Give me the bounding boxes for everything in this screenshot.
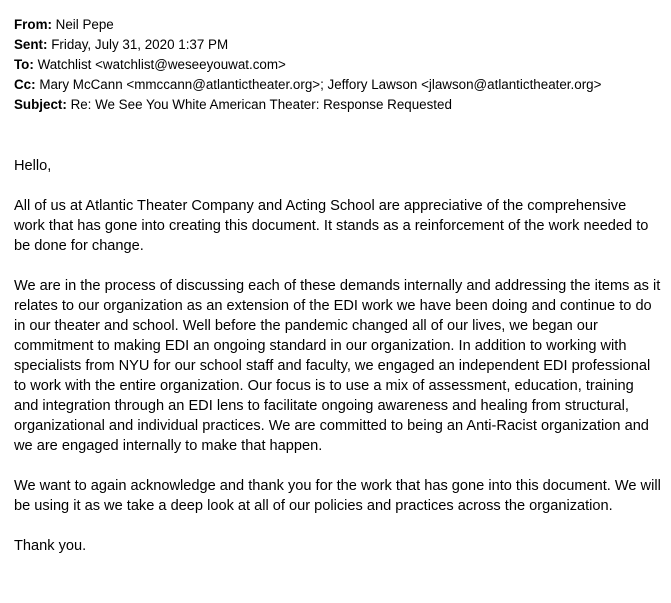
email-body [14, 156, 661, 556]
body-paragraph-2: We are in the process of discussing each of these demands internally and addressing the items as it relates to our organization as an extension of the EDI work we have been doing and continue to do in our theater and school. Well before the pandemic changed all of our lives, we began our commitment to making EDI an ongoing standard in our organization. In addition to working with specialists from NYU for our school staff and faculty, we engaged an independent EDI professional to work with the entire organization. Our focus is to use a mix of assessment, education, training and integration through an EDI lens to facilitate ongoing awareness and healing from structural, organizational and individual practices. We are committed to being an Anti-Racist organization and we are engaged internally to make that happen. [14, 278, 661, 454]
sent-line [14, 35, 661, 55]
sent-label: Sent: [14, 37, 48, 52]
to-line [14, 55, 661, 75]
subject-value: Re: We See You White American Theater: Response Requested [70, 97, 452, 112]
cc-line [14, 75, 661, 95]
subject-label: Subject: [14, 97, 67, 112]
cc-value: Mary McCann <mmccann@atlantictheater.org>; Jeffory Lawson <jlawson@atlantictheater.org> [39, 77, 602, 92]
body-paragraph-3: We want to again acknowledge and thank you for the work that has gone into this document. We will be using it as we take a deep look at all of our policies and practices across the organization. [14, 478, 661, 514]
from-label: From: [14, 17, 52, 32]
from-line [14, 15, 661, 35]
email-headers [14, 15, 661, 115]
greeting: Hello, [14, 158, 52, 174]
from-value: Neil Pepe [55, 17, 114, 32]
closing: Thank you. [14, 538, 87, 554]
subject-line [14, 95, 661, 115]
to-value: Watchlist <watchlist@weseeyouwat.com> [37, 57, 286, 72]
body-paragraph-1: All of us at Atlantic Theater Company and Acting School are appreciative of the comprehensive work that has gone into creating this document. It stands as a reinforcement of the work needed to be done for change. [14, 198, 649, 254]
sent-value: Friday, July 31, 2020 1:37 PM [51, 37, 229, 52]
cc-label: Cc: [14, 77, 36, 92]
to-label: To: [14, 57, 34, 72]
